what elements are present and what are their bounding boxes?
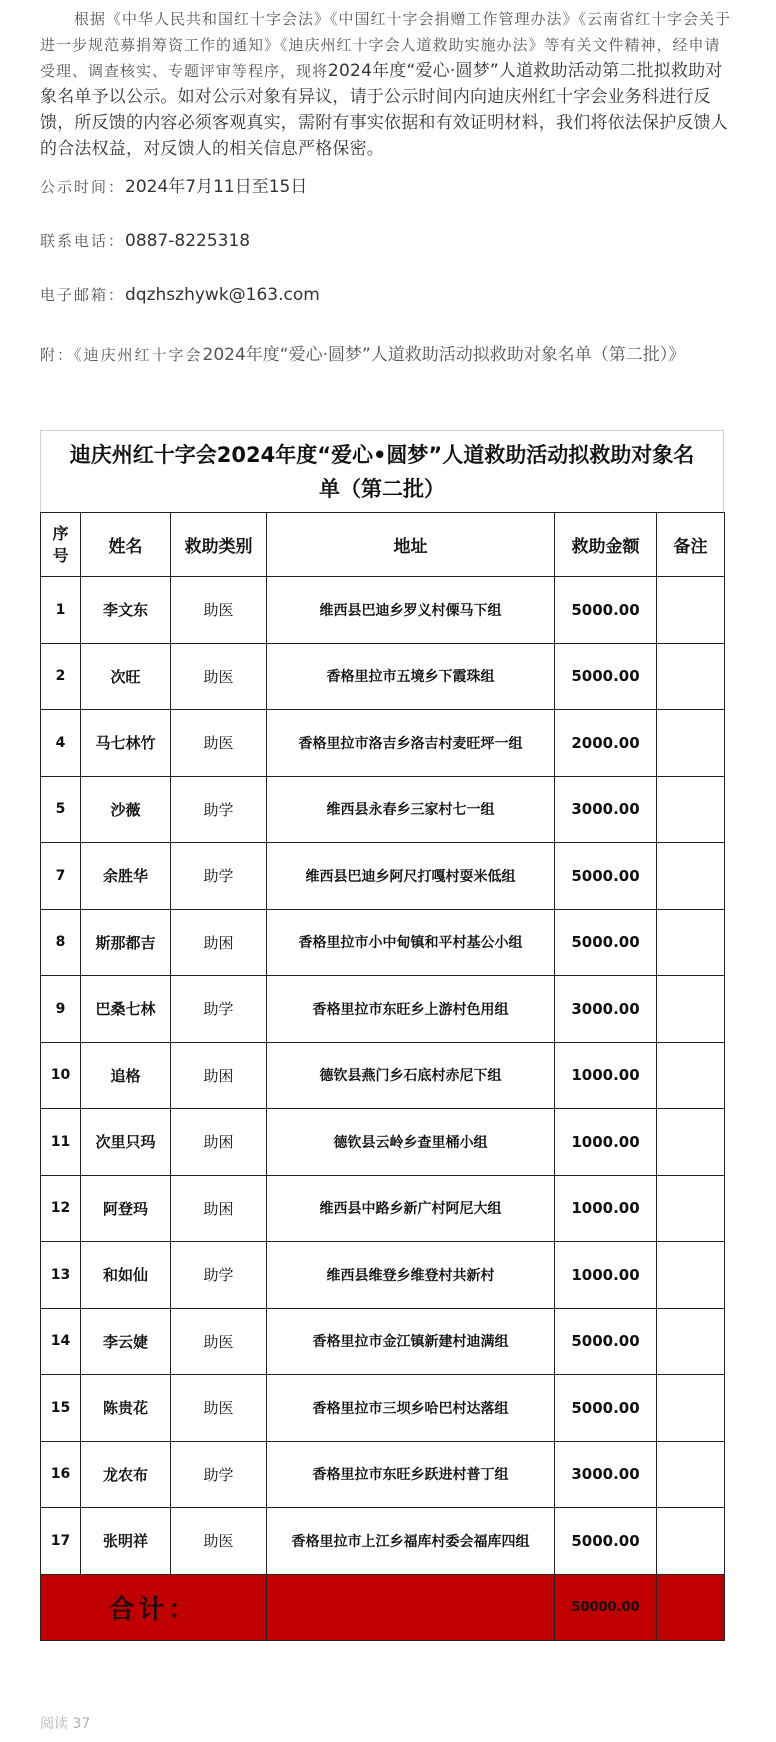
table-title: 迪庆州红十字会2024年度“爱心•圆梦”人道救助活动拟救助对象名单（第二批） — [40, 430, 724, 512]
cell-amount: 1000.00 — [555, 1109, 657, 1176]
cell-address: 香格里拉市洛吉乡洛吉村麦旺坪一组 — [267, 710, 555, 777]
table-header-row — [41, 513, 725, 577]
table-row — [41, 1308, 725, 1375]
cell-address: 德钦县燕门乡石底村赤尼下组 — [267, 1042, 555, 1109]
cell-type: 助医 — [171, 1308, 267, 1375]
cell-type: 助医 — [171, 1508, 267, 1575]
cell-address: 香格里拉市上江乡福库村委会福库四组 — [267, 1508, 555, 1575]
cell-amount: 5000.00 — [555, 643, 657, 710]
table-row — [41, 1508, 725, 1575]
cell-address: 维西县中路乡新广村阿尼大组 — [267, 1175, 555, 1242]
cell-amount: 5000.00 — [555, 577, 657, 644]
cell-address: 香格里拉市东旺乡上游村色用组 — [267, 976, 555, 1043]
cell-type: 助学 — [171, 976, 267, 1043]
cell-remark — [657, 710, 725, 777]
total-label: 合计： — [41, 1574, 267, 1640]
cell-no: 5 — [41, 776, 81, 843]
cell-name: 李云婕 — [81, 1308, 171, 1375]
total-row — [41, 1574, 725, 1640]
cell-no: 13 — [41, 1242, 81, 1309]
total-address-cell — [267, 1574, 555, 1640]
cell-name: 龙农布 — [81, 1441, 171, 1508]
table-row — [41, 1375, 725, 1442]
cell-name: 和如仙 — [81, 1242, 171, 1309]
header-amount: 救助金额 — [555, 513, 657, 577]
recipient-table-container — [40, 430, 724, 1641]
cell-name: 余胜华 — [81, 843, 171, 910]
cell-name: 次旺 — [81, 643, 171, 710]
cell-name: 次里只玛 — [81, 1109, 171, 1176]
cell-remark — [657, 643, 725, 710]
notice-time-value: 2024年7月11日至15日 — [125, 177, 308, 197]
cell-remark — [657, 1109, 725, 1176]
cell-no: 1 — [41, 577, 81, 644]
cell-remark — [657, 776, 725, 843]
cell-remark — [657, 1175, 725, 1242]
cell-amount: 2000.00 — [555, 710, 657, 777]
header-no: 序号 — [41, 513, 81, 577]
header-name: 姓名 — [81, 513, 171, 577]
cell-amount: 3000.00 — [555, 1441, 657, 1508]
total-remark-cell — [657, 1574, 725, 1640]
cell-no: 7 — [41, 843, 81, 910]
cell-type: 助学 — [171, 1242, 267, 1309]
table-row — [41, 843, 725, 910]
contact-email-value[interactable]: dqzhszhywk@163.com — [125, 285, 320, 305]
cell-no: 8 — [41, 909, 81, 976]
recipient-table — [40, 512, 725, 1641]
cell-remark — [657, 909, 725, 976]
cell-name: 沙薇 — [81, 776, 171, 843]
cell-remark — [657, 976, 725, 1043]
contact-phone — [40, 228, 734, 254]
cell-no: 2 — [41, 643, 81, 710]
table-row — [41, 1109, 725, 1176]
table-row — [41, 1242, 725, 1309]
cell-address: 香格里拉市三坝乡哈巴村达落组 — [267, 1375, 555, 1442]
cell-type: 助医 — [171, 577, 267, 644]
cell-address: 德钦县云岭乡查里桶小组 — [267, 1109, 555, 1176]
attachment-note — [40, 342, 734, 368]
cell-type: 助困 — [171, 1042, 267, 1109]
cell-no: 14 — [41, 1308, 81, 1375]
cell-amount: 5000.00 — [555, 843, 657, 910]
cell-no: 9 — [41, 976, 81, 1043]
cell-address: 香格里拉市金江镇新建村迪满组 — [267, 1308, 555, 1375]
cell-type: 助医 — [171, 1375, 267, 1442]
cell-no: 10 — [41, 1042, 81, 1109]
table-row — [41, 577, 725, 644]
cell-type: 助学 — [171, 843, 267, 910]
cell-type: 助困 — [171, 909, 267, 976]
cell-amount: 5000.00 — [555, 1308, 657, 1375]
attachment-value: 2024年度“爱心·圆梦”人道救助活动拟救助对象名单（第二批）》 — [202, 345, 686, 365]
cell-name: 马七林竹 — [81, 710, 171, 777]
contact-email — [40, 282, 734, 308]
cell-remark — [657, 1042, 725, 1109]
cell-address: 维西县永春乡三家村七一组 — [267, 776, 555, 843]
cell-remark — [657, 1375, 725, 1442]
intro-text-part2: 2024年度“爱心·圆梦”人道救助活动第二批拟救助对象名单予以公示。如对公示对象有异议，请于公示时间内向迪庆州红十字会业务科进行反馈，所反馈的内容必须客观真实，需附有事实依据和有效证明材料，我们将依法保护反馈人的合法权益，对反馈人的相关信息严格保密。 — [40, 61, 728, 159]
cell-amount: 1000.00 — [555, 1242, 657, 1309]
cell-remark — [657, 843, 725, 910]
read-count: 阅读 37 — [40, 1716, 91, 1732]
notice-time-label: 公示时间： — [40, 178, 126, 196]
table-row — [41, 1042, 725, 1109]
cell-remark — [657, 1508, 725, 1575]
cell-no: 11 — [41, 1109, 81, 1176]
table-row — [41, 776, 725, 843]
cell-remark — [657, 1441, 725, 1508]
cell-type: 助学 — [171, 1441, 267, 1508]
cell-name: 张明祥 — [81, 1508, 171, 1575]
cell-amount: 5000.00 — [555, 909, 657, 976]
cell-amount: 3000.00 — [555, 976, 657, 1043]
total-amount: 50000.00 — [555, 1574, 657, 1640]
cell-type: 助困 — [171, 1175, 267, 1242]
intro-paragraph — [40, 6, 734, 162]
cell-no: 12 — [41, 1175, 81, 1242]
cell-name: 斯那都吉 — [81, 909, 171, 976]
header-type: 救助类别 — [171, 513, 267, 577]
cell-type: 助困 — [171, 1109, 267, 1176]
notice-time — [40, 174, 734, 200]
cell-type: 助学 — [171, 776, 267, 843]
cell-address: 香格里拉市五境乡下霞珠组 — [267, 643, 555, 710]
attachment-label: 附：《迪庆州红十字会 — [40, 346, 203, 364]
table-row — [41, 643, 725, 710]
cell-remark — [657, 1242, 725, 1309]
cell-name: 李文东 — [81, 577, 171, 644]
table-row — [41, 1441, 725, 1508]
intro-text-part1: 根据《中华人民共和国红十字会法》《中国红十字会捐赠工作管理办法》《云南省红十字会关于进一步规范募捐筹资工作的通知》《迪庆州红十字会人道救助实施办法》等有关文件精神，经申请受理、调查核实、专题评审等程序，现将 — [40, 10, 732, 80]
cell-no: 17 — [41, 1508, 81, 1575]
cell-no: 15 — [41, 1375, 81, 1442]
contact-email-label: 电子邮箱： — [40, 286, 126, 304]
cell-no: 4 — [41, 710, 81, 777]
cell-amount: 1000.00 — [555, 1042, 657, 1109]
table-body — [41, 577, 725, 1575]
cell-type: 助医 — [171, 643, 267, 710]
cell-address: 香格里拉市小中甸镇和平村基公小组 — [267, 909, 555, 976]
header-address: 地址 — [267, 513, 555, 577]
cell-name: 追格 — [81, 1042, 171, 1109]
cell-name: 陈贵花 — [81, 1375, 171, 1442]
cell-address: 香格里拉市东旺乡跃进村普丁组 — [267, 1441, 555, 1508]
contact-phone-value: 0887-8225318 — [125, 231, 251, 251]
cell-type: 助医 — [171, 710, 267, 777]
cell-no: 16 — [41, 1441, 81, 1508]
cell-address: 维西县巴迪乡罗义村傈马下组 — [267, 577, 555, 644]
cell-address: 维西县巴迪乡阿尺打嘎村耍米低组 — [267, 843, 555, 910]
table-row — [41, 1175, 725, 1242]
cell-remark — [657, 577, 725, 644]
cell-amount: 5000.00 — [555, 1375, 657, 1442]
contact-phone-label: 联系电话： — [40, 232, 126, 250]
table-row — [41, 976, 725, 1043]
cell-name: 巴桑七林 — [81, 976, 171, 1043]
table-row — [41, 909, 725, 976]
cell-name: 阿登玛 — [81, 1175, 171, 1242]
cell-amount: 5000.00 — [555, 1508, 657, 1575]
cell-remark — [657, 1308, 725, 1375]
table-row — [41, 710, 725, 777]
cell-amount: 3000.00 — [555, 776, 657, 843]
cell-address: 维西县维登乡维登村共新村 — [267, 1242, 555, 1309]
header-remark: 备注 — [657, 513, 725, 577]
cell-amount: 1000.00 — [555, 1175, 657, 1242]
